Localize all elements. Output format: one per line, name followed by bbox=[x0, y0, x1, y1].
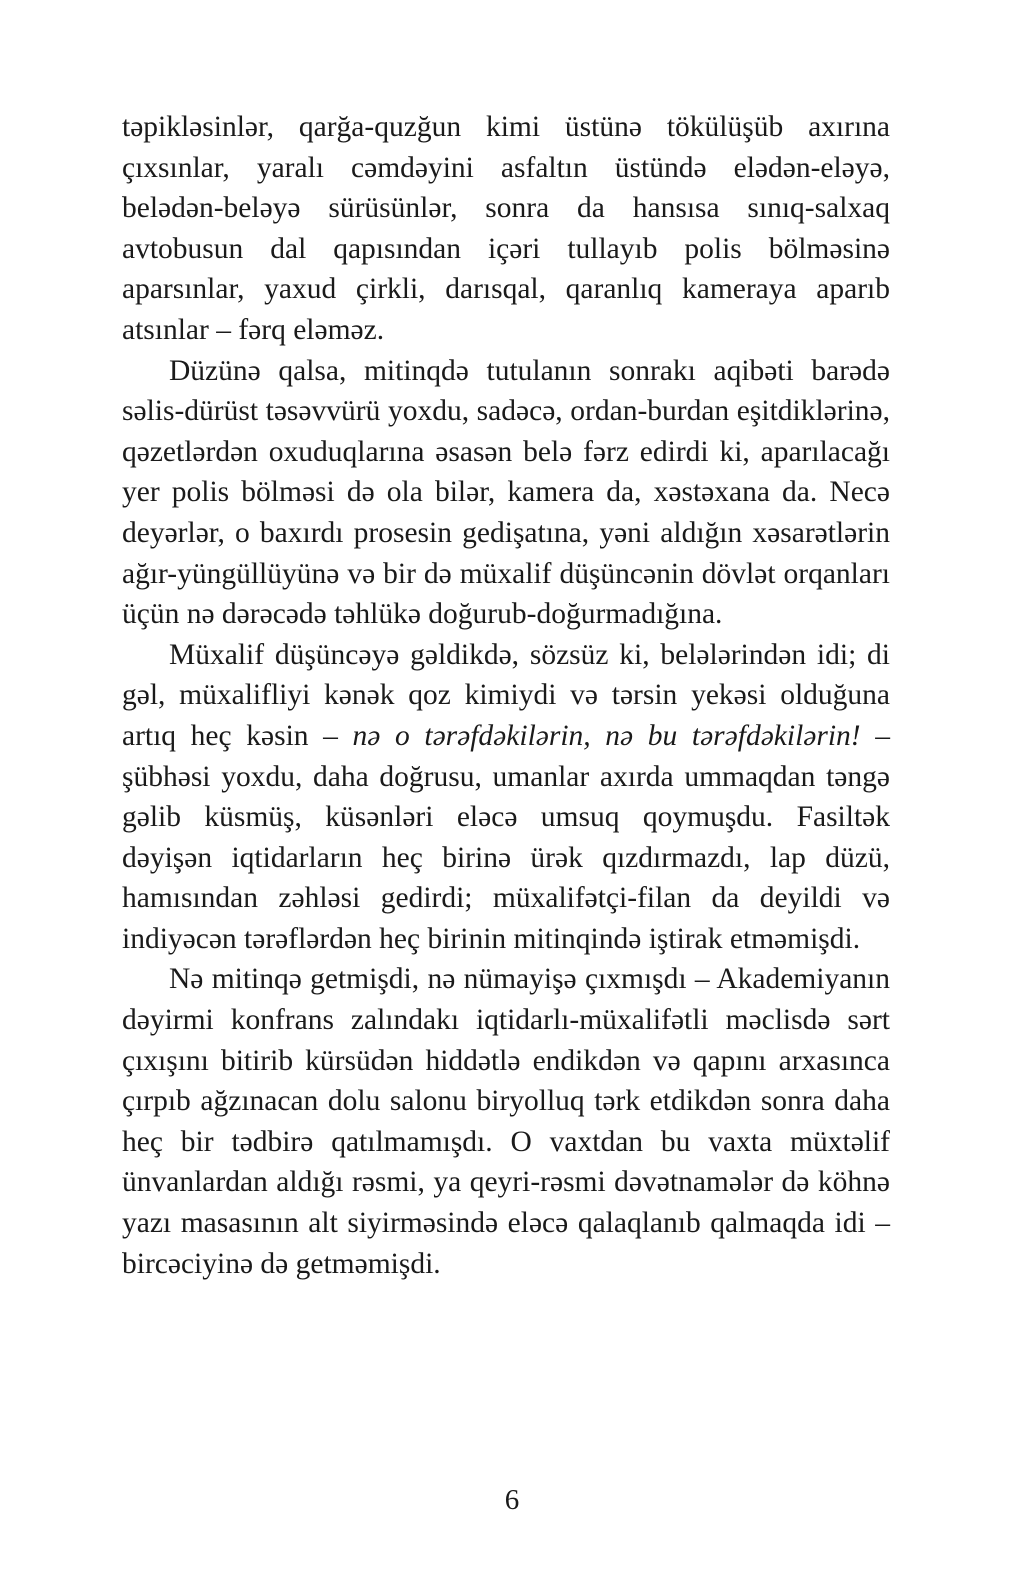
paragraph-1: təpikləsinlər, qarğa-quzğun kimi üstünə tökülüşüb axırına çıxsınlar, yaralı cəmdəyini asfaltın üstündə elədən-eləyə, belədən-beləyə sürüsünlər, sonra da hansısa sınıq-salxaq avtobusun dal qapısından içəri tullayıb polis bölməsinə aparsınlar, yaxud çirkli, darısqal, qaranlıq kameraya aparıb atsınlar – fərq eləməz. bbox=[122, 111, 890, 346]
paragraph-3-text-before: Müxalif düşüncəyə gəldikdə, sözsüz ki, belələrindən idi; di gəl, müxalifliyi kənək qoz kimiydi və tərsin yekəsi olduğuna artıq heç kəsin – bbox=[122, 638, 890, 752]
paragraph-2: Düzünə qalsa, mitinqdə tutulanın sonrakı aqibəti barədə səlis-dürüst təsəvvürü yoxdu, sadəcə, ordan-burdan eşitdiklərinə, qəzetlərdən oxuduqlarına əsasən belə fərz edirdi ki, aparılacağı yer polis bölməsi də ola bilər, kamera da, xəstəxana da. Necə deyərlər, o baxırdı prosesin gedişatına, yəni aldığın xəsarətlərin ağır-yüngüllüyünə və bir də müxalif düşüncənin dövlət orqanları üçün nə dərəcədə təhlükə doğurub-doğurmadığına. bbox=[122, 354, 890, 631]
body-text bbox=[122, 107, 890, 1284]
page-number: 6 bbox=[504, 1484, 520, 1516]
paragraph-3-italic-quote: nə o tərəfdəkilərin, nə bu tərəfdəkilərin! bbox=[352, 719, 861, 752]
paragraph-3-text-after: – şübhəsi yoxdu, daha doğrusu, umanlar axırda ummaqdan təngə gəlib küsmüş, küsənləri eləcə umsuq qoymuşdu. Fasiltək dəyişən iqtidarların heç birinə ürək qızdırmazdı, lap düzü, hamısından zəhləsi gedirdi; müxalifətçi-filan da deyildi və indiyəcən tərəflərdən heç birinin mitinqində iştirak etməmişdi. bbox=[122, 719, 891, 955]
paragraph-4: Nə mitinqə getmişdi, nə nümayişə çıxmışdı – Akademiyanın dəyirmi konfrans zalındakı iqtidarlı-müxalifətli məclisdə sərt çıxışını bitirib kürsüdən hiddətlə endikdən və qapını arxasınca çırpıb ağzınacan dolu salonu biryolluq tərk etdikdən sonra daha heç bir tədbirə qatılmamışdı. O vaxtdan bu vaxta müxtəlif ünvanlardan aldığı rəsmi, ya qeyri-rəsmi dəvətnamələr də köhnə yazı masasının alt siyirməsində eləcə qalaqlanıb qalmaqda idi – bircəciyinə də getməmişdi. bbox=[122, 963, 890, 1280]
paragraph-3 bbox=[122, 635, 890, 960]
